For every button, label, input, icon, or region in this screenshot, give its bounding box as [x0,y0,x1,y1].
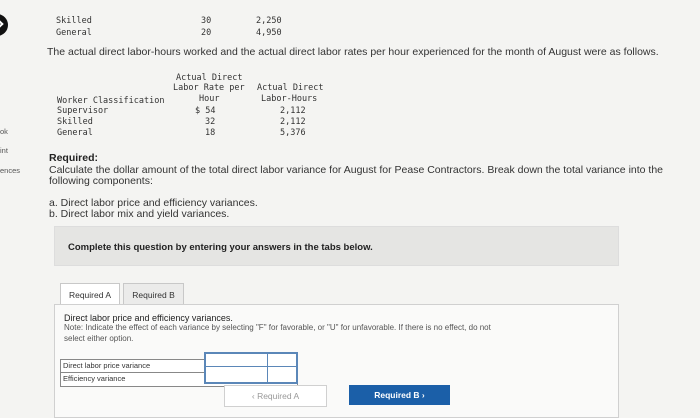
top-row-label: General [56,28,92,38]
content-title: Direct labor price and efficiency variances. [64,313,233,323]
top-row-value: 30 [201,16,212,26]
required-line: Calculate the dollar amount of the total direct labor variance for August for Pease Contractors. Break down the total variance into the [49,164,664,176]
sidebar-item-ok[interactable]: ok [0,127,8,136]
top-row-value: 2,250 [256,16,282,26]
table-cell: 18 [205,128,216,138]
tab-required-b[interactable]: Required B [123,283,184,307]
col-header: Labor Rate per [173,83,245,93]
table-row-label: Supervisor [57,106,109,116]
requirement-a: a. Direct labor price and efficiency variances. [49,197,258,209]
intro-text: The actual direct labor-hours worked and the actual direct labor rates per hour experienced for the month of August were as follows. [47,46,659,58]
required-heading: Required: [49,152,99,164]
top-row-label: Skilled [56,16,92,26]
col-header: Worker Classification [57,96,165,106]
col-header: Labor-Hours [261,94,318,104]
next-button[interactable] [349,385,450,405]
chevron-right-icon: › [419,390,425,400]
grid-divider [267,354,268,382]
variance-input-grid[interactable] [204,352,298,384]
grid-divider [206,366,296,367]
content-note: select either option. [64,334,134,343]
next-label: Required B [374,390,420,400]
variance-row-label: Efficiency variance [63,374,126,383]
next-arrow-icon[interactable] [0,14,8,36]
top-row-value: 20 [201,28,212,38]
instruction-panel [54,226,619,266]
table-cell: $ 54 [195,106,216,116]
instruction-text: Complete this question by entering your answers in the tabs below. [68,242,373,253]
prev-label: Required A [257,391,300,401]
col-header: Hour [199,94,220,104]
table-cell: 32 [205,117,216,127]
top-row-value: 4,950 [256,28,282,38]
requirement-b: b. Direct labor mix and yield variances. [49,208,230,220]
prev-button[interactable] [224,385,327,407]
required-line: following components: [49,175,153,187]
tab-required-a[interactable]: Required A [60,283,120,307]
left-sidebar [0,0,26,418]
table-cell: 2,112 [280,106,306,116]
content-note: Note: Indicate the effect of each variance by selecting "F" for favorable, or "U" for unfavorable. If there is no effect, do not [64,323,491,332]
col-header: Actual Direct [257,83,324,93]
table-cell: 5,376 [280,128,306,138]
sidebar-item-ences[interactable]: ences [0,166,21,175]
table-cell: 2,112 [280,117,306,127]
variance-row-label: Direct labor price variance [63,361,151,370]
col-header: Actual Direct [176,73,243,83]
table-row-label: General [57,128,93,138]
sidebar-item-int[interactable]: int [0,146,8,155]
chevron-left-icon: ‹ [251,391,258,401]
table-row-label: Skilled [57,117,93,127]
